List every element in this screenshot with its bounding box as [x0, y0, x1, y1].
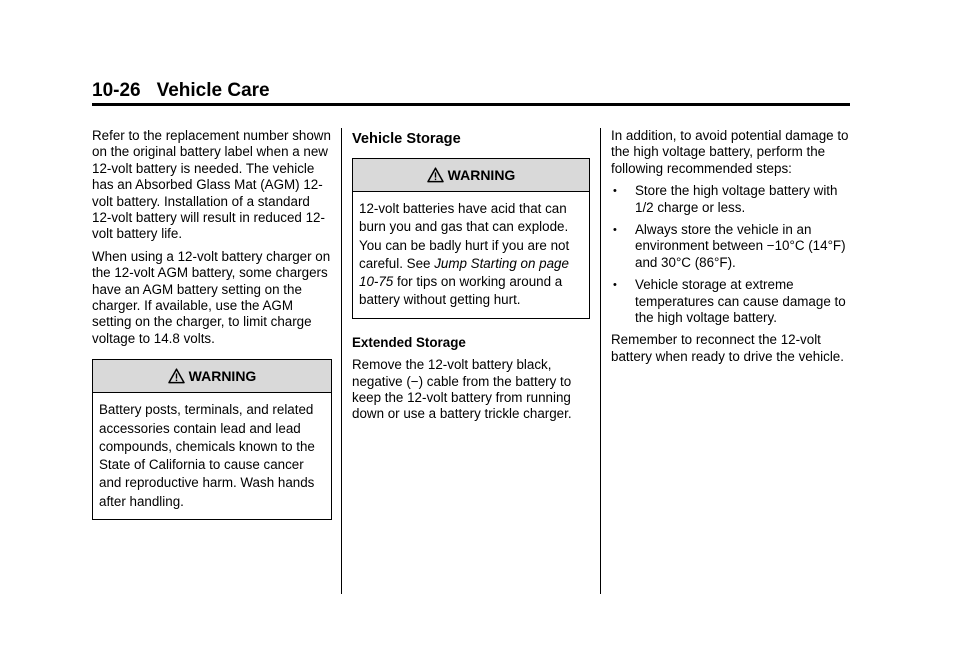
- column-divider-left: [341, 128, 342, 594]
- page-header: [92, 80, 270, 102]
- list-item: [611, 222, 856, 271]
- warning-box-lead: [92, 359, 332, 520]
- column-divider-right: [600, 128, 601, 594]
- page-number: 10-26: [92, 80, 141, 101]
- warning-icon: [427, 167, 444, 183]
- column-3: [611, 128, 856, 371]
- header-rule: [92, 103, 850, 106]
- warning-text-part: for tips on working around a battery without getting hurt.: [359, 274, 563, 308]
- storage-steps-list: [611, 183, 856, 326]
- warning-icon: [168, 368, 185, 384]
- warning-text: Battery posts, terminals, and related accessories contain lead and lead compounds, chemicals known to the State of California to cause cancer and reproductive harm. Wash hands after handling.: [99, 402, 315, 509]
- warning-box-acid: [352, 158, 590, 319]
- list-item-text: Always store the vehicle in an environment between −10°C (14°F) and 30°C (86°F).: [635, 222, 846, 270]
- column-1: [92, 128, 332, 520]
- high-voltage-intro: In addition, to avoid potential damage to the high voltage battery, perform the following recommended steps:: [611, 128, 849, 176]
- bullet-icon: •: [613, 224, 617, 237]
- section-title-header: Vehicle Care: [156, 80, 270, 101]
- warning-text-part: 12-volt batteries have acid that can burn you and gas that can explode. You can be badly hurt if you are not careful. See: [359, 201, 570, 271]
- list-item-text: Vehicle storage at extreme temperatures can cause damage to the high voltage battery.: [635, 277, 846, 326]
- warning-text: [353, 192, 589, 318]
- vehicle-storage-heading: Vehicle Storage: [352, 131, 461, 147]
- reconnect-paragraph: Remember to reconnect the 12-volt battery when ready to drive the vehicle.: [611, 332, 844, 364]
- warning-label: WARNING: [188, 368, 257, 385]
- jump-starting-link[interactable]: Jump Starting on page 10-75: [359, 255, 569, 290]
- warning-label: WARNING: [447, 166, 516, 183]
- battery-replacement-paragraph: Refer to the replacement number shown on the original battery label when a new 12-volt battery is needed. The vehicle has an Absorbed Glass Mat (AGM) 12-volt battery. Installation of a standard 12-volt battery will result in reduced 12-volt battery life.: [92, 128, 331, 242]
- warning-header: [93, 360, 331, 393]
- list-item-text: Store the high voltage battery with 1/2 charge or less.: [635, 183, 838, 215]
- bullet-icon: •: [613, 185, 617, 198]
- list-item: [611, 277, 856, 326]
- extended-storage-paragraph: Remove the 12-volt battery black, negative (−) cable from the battery to keep the 12-volt battery from running down or use a battery trickle charger.: [352, 357, 572, 422]
- warning-header: [353, 159, 589, 192]
- extended-storage-subheading: Extended Storage: [352, 334, 466, 350]
- battery-charger-paragraph: When using a 12-volt battery charger on the 12-volt AGM battery, some chargers have an AGM battery setting on the charger. If available, use the AGM setting on the charger, to limit charge voltage to 14.8 volts.: [92, 248, 331, 346]
- bullet-icon: •: [613, 279, 617, 292]
- list-item: [611, 183, 856, 216]
- column-2: [352, 128, 590, 429]
